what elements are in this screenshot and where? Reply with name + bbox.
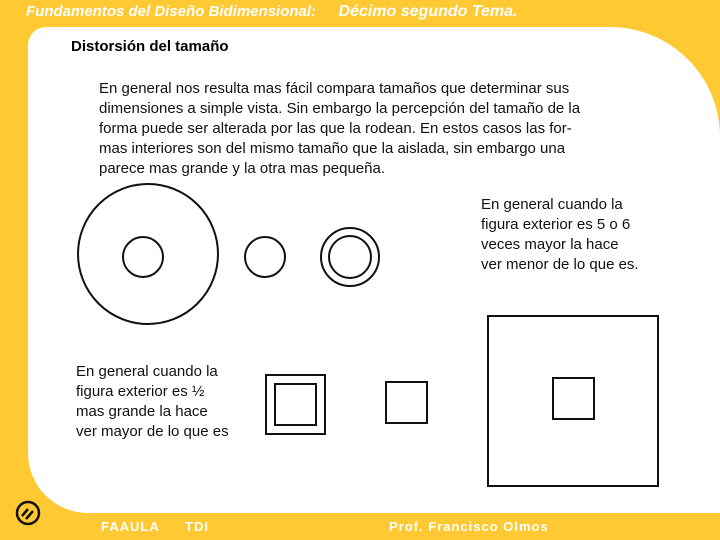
footer-unit: TDI	[185, 519, 209, 534]
course-title: Fundamentos del Diseño Bidimensional:	[26, 3, 317, 20]
note-large-line: En general cuando la	[481, 196, 623, 213]
note-small-line: ver mayor de lo que es	[76, 423, 229, 440]
logo-icon	[14, 499, 42, 527]
inner-circle-large-context	[123, 237, 163, 277]
note-small-line: En general cuando la	[76, 363, 218, 380]
large-outer-square	[488, 316, 658, 486]
isolated-square	[386, 382, 427, 423]
note-large-line: veces mayor la hace	[481, 236, 619, 253]
inner-square-large-context	[553, 378, 594, 419]
page-title: Distorsión del tamaño	[71, 38, 229, 55]
intro-line: mas interiores son del mismo tamaño que la aislada, sin embargo una	[99, 140, 566, 157]
inner-circle-tight-context	[329, 236, 371, 278]
intro-line: dimensiones a simple vista. Sin embargo la percepción del tamaño de la	[99, 100, 581, 117]
note-small-line: figura exterior es ½	[76, 383, 205, 400]
intro-line: forma puede ser alterada por las que la rodean. En estos casos las for-	[99, 120, 572, 137]
note-small-line: mas grande la hace	[76, 403, 208, 420]
large-outer-circle	[78, 184, 218, 324]
note-large-line: figura exterior es 5 o 6	[481, 216, 631, 233]
inner-square-tight-context	[275, 384, 316, 425]
isolated-circle	[245, 237, 285, 277]
topic-title: Décimo segundo Tema.	[338, 3, 518, 20]
intro-line: parece mas grande y la otra mas pequeña.	[99, 160, 386, 177]
footer-professor: Prof. Francisco Olmos	[389, 519, 549, 534]
intro-line: En general nos resulta mas fácil compara tamaños que determinar sus	[99, 80, 570, 97]
note-large-line: ver menor de lo que es.	[481, 256, 639, 273]
footer-school: FAAULA	[101, 519, 160, 534]
